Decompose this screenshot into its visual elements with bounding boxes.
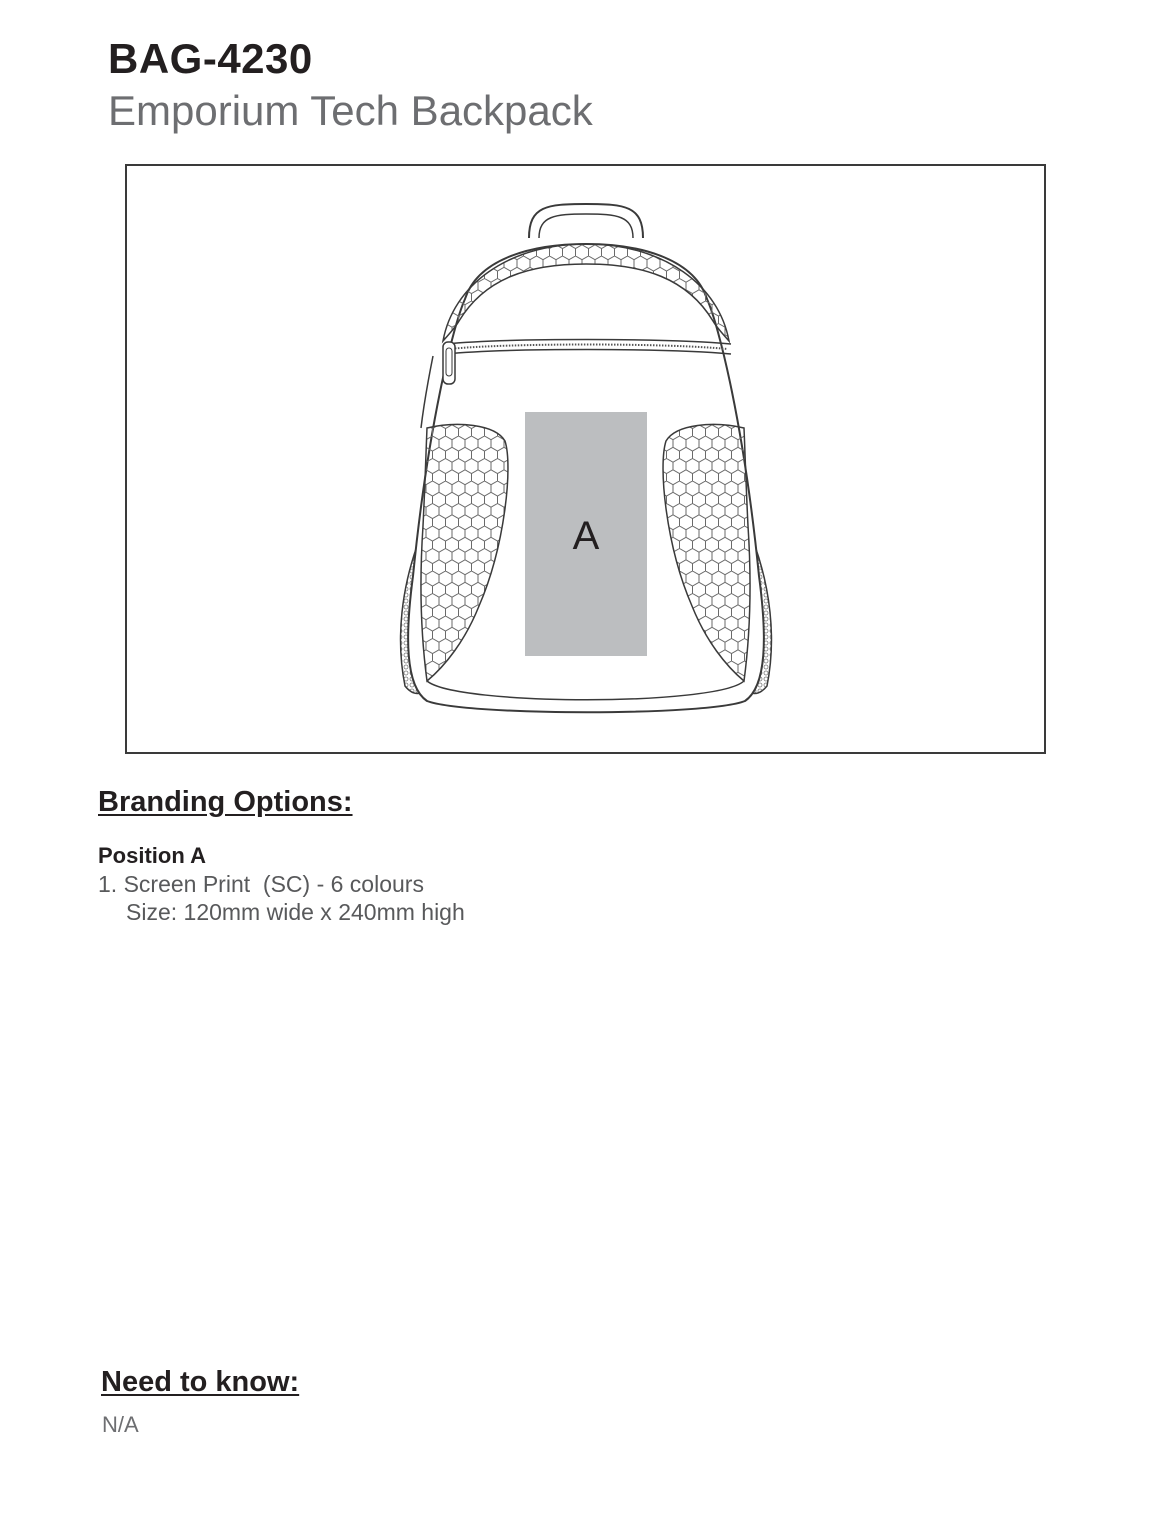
- need-to-know-heading: Need to know:: [101, 1366, 300, 1398]
- position-a-label: A: [572, 514, 600, 558]
- branding-size-line: Size: 120mm wide x 240mm high: [126, 899, 465, 925]
- position-a-title: Position A: [98, 843, 206, 868]
- backpack-illustration: [127, 166, 1044, 752]
- branding-option-line: 1. Screen Print (SC) - 6 colours: [98, 871, 424, 897]
- product-illustration-frame: [125, 164, 1046, 754]
- product-code: BAG-4230: [108, 35, 313, 82]
- product-name: Emporium Tech Backpack: [108, 87, 593, 134]
- branding-options-heading: Branding Options:: [98, 786, 353, 818]
- need-to-know-value: N/A: [102, 1412, 139, 1437]
